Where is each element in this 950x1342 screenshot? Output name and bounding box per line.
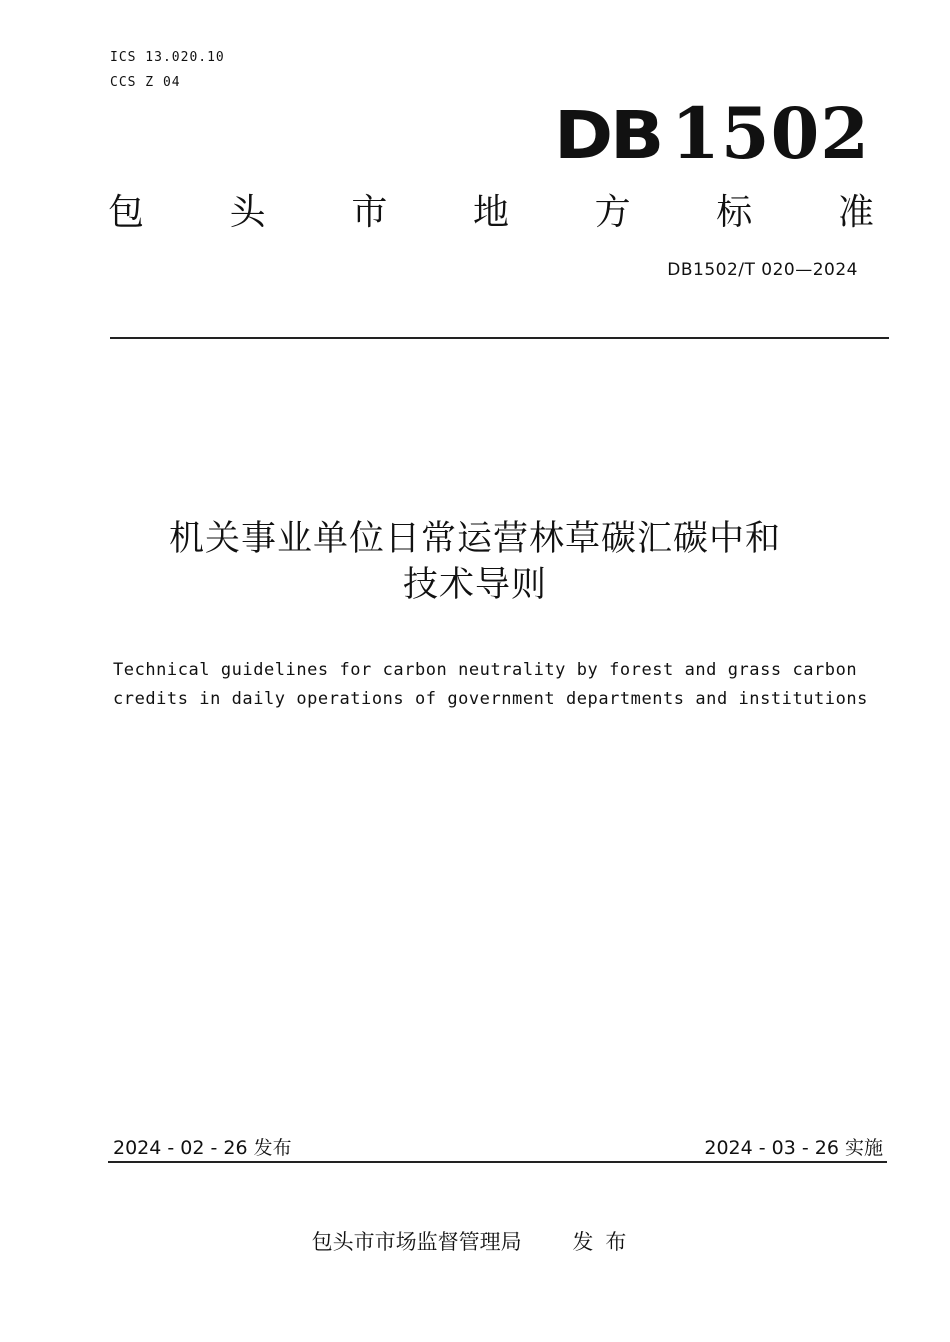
document-title: [0, 516, 950, 608]
standard-type-char: 头: [229, 192, 266, 233]
standard-type-char: 地: [472, 192, 509, 233]
english-title-line-1: Technical guidelines for carbon neutrality by forest and grass carbon: [113, 660, 858, 680]
db-logo-code: 1502: [671, 92, 870, 175]
english-title: [113, 656, 893, 714]
standard-type-char: 准: [837, 192, 874, 233]
standard-type-char: 市: [351, 192, 388, 233]
standard-type-char: 方: [594, 192, 631, 233]
db-logo-prefix: DB: [554, 97, 662, 174]
standard-type: [108, 184, 874, 235]
title-line-1: 机关事业单位日常运营林草碳汇碳中和: [168, 519, 781, 559]
footer-divider: [108, 1161, 887, 1163]
issuer: [0, 1226, 950, 1256]
standard-number: DB1502/T 020—2024: [667, 260, 858, 280]
standard-type-char: 标: [716, 192, 753, 233]
db-logo: [554, 92, 870, 175]
title-line-2: 技术导则: [402, 565, 547, 605]
issuer-name: 包头市市场监督管理局: [311, 1230, 522, 1254]
ccs-code: CCS Z 04: [110, 75, 181, 90]
issuer-action: 发布: [572, 1230, 639, 1254]
standard-type-char: 包: [108, 192, 145, 233]
implement-date: 2024 - 03 - 26 实施: [704, 1137, 883, 1159]
publish-date: 2024 - 02 - 26 发布: [113, 1137, 292, 1159]
english-title-line-2: credits in daily operations of government departments and institutions: [113, 689, 868, 709]
ics-code: ICS 13.020.10: [110, 50, 225, 65]
header-divider: [110, 337, 889, 339]
